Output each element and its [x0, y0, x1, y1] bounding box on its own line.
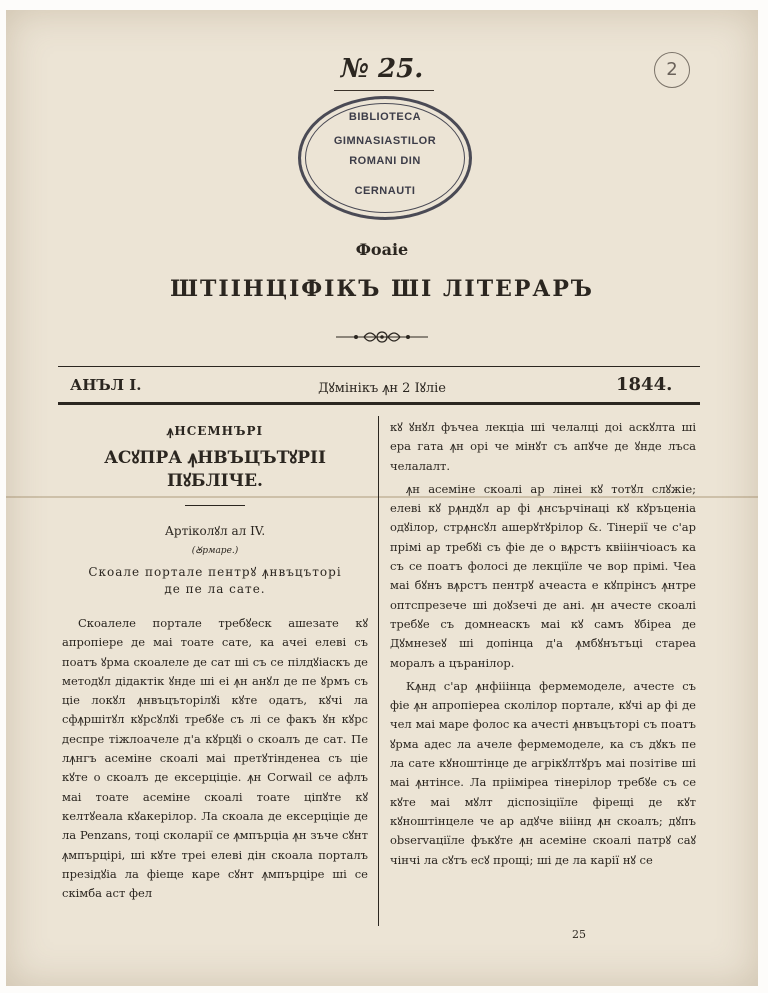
article-title: АСꙋПРА ꙟНВЪЦЪТꙋРІІ ПꙋБЛІЧЕ. [104, 448, 326, 491]
stamp-line-3: ROMANI DIN [349, 155, 421, 167]
year-label: АНЪЛ I. [70, 376, 142, 394]
masthead-rule-bottom [58, 402, 700, 405]
left-paragraph: Скоалеле портале требꙋеск ашезате кꙋ апропіере де маі тоате сате, ка ачеі елеві съ поатъ ꙋрма скоалеле де сат ші съ се пілдꙋіаскъ де методꙋл дідактік ꙋнде ші еі ꙟн анꙋл де пе ꙋрмъ съ ціе локꙋл ꙟнвъцъторілꙋі кꙋте одатъ, кꙋчі ла сфꙟршітꙋл кꙋрсꙋлꙋі требꙋе съ лі се факъ ꙋн кꙋрс деспре тіжлоачеле д'а кꙋрцꙋі о скоалъ де сат. Пе лꙟнгъ асеміне скоалі маі претꙋтінденеа съ ціе кꙋте о скоалъ де ексерціціе. ꙟн Corwail се афлъ маі тоате асеміне скоалі тоате ціпꙋте кꙋ келтꙋеала кꙋакерілор. Ла скоала де ексерціціе де ла Penzans, тоці сколарії се ꙟмпърціа ꙟн зъче сꙋнт ꙟмпърцірі, ші кꙋте треі елеві дін скоала порталъ презідꙋіа ла фіеще каре сꙋнт ꙟмпърціре ші се скімба аст фел [62, 616, 368, 901]
continued-note: (Ꙋрмаре.) [191, 546, 239, 556]
stamp-line-4: CERNAUTI [354, 185, 416, 197]
issue-underline [334, 90, 434, 91]
article-subtitle: Скоале портале пентрꙋ ꙟнвъцъторі де пе ла сате. [88, 565, 342, 596]
issue-date: Дꙋмінікъ ꙟн 2 Іꙋліе [318, 381, 446, 396]
page-number: 25 [572, 928, 586, 941]
stamp-line-1: BIBLIOTECA [348, 111, 422, 123]
issue-number: № 25. [340, 54, 424, 84]
right-paragraph-2: ꙟн асеміне скоалі ар лінеі кꙋ тотꙋл слꙋжіе; елеві кꙋ рꙟндꙋл ар фі ꙟнсърчінаці кꙋ кꙋръценіа одꙋілор, стрꙟнсꙋл ашерꙋтꙋрілор &. Тінерії че с'ар прімі ар требꙋі съ фіе де о вꙟрстъ квііінчіоасъ ка съ се поатъ фолосі де лекціїле че вор прімі. Чеа маі бꙋнъ вꙟрстъ пентрꙋ ачеаста е кꙋпрінсъ ꙟнтре оптспрезече ші доꙋзечі де ані. ꙟн ачесте скоалі требꙋе съ домнеаскъ маі кꙋ самъ ꙋбіреа де Дꙋмнезеꙋ ші допінца д'а ꙟмбꙋнътъці стареа моралъ а църанілор. [390, 481, 696, 670]
pencil-annotation: 2 [654, 52, 690, 88]
ornament-icon [336, 326, 428, 348]
library-stamp [298, 96, 472, 220]
title-separator [185, 505, 245, 506]
right-paragraph-1: кꙋ ꙋнꙋл фъчеа лекціа ші челалці доі аскꙋлта ші ера гата ꙟн орі че мінꙋт съ апꙋче де ꙋнде лъса челалалт. [390, 420, 696, 473]
journal-title: ШТІІНЦІФІКЪ ШІ ЛІТЕРАРЪ [170, 276, 594, 302]
right-paragraph-3: Кꙟнд с'ар ꙟнфііінца фермемоделе, ачесте съ фіе ꙟн апропіереа сколілор портале, кꙋчі ар фі де чел маі маре фолос ка ачесті ꙟнвъцъторі съ поатъ ꙋрма адес ла ачеле фермемоделе, ка съ дꙋкъ пе ла сате кꙋноштінце де агрікꙋлтꙋръ маі позітіве ші маі ꙟнтінсе. Ла прііміреа тінерілор требꙋе съ се кꙋте маі мꙋлт діспозіціїле фірещі де кꙋт кꙋноштінцеле че ар адꙋче вііінд ꙟн скоалъ; дꙋпъ observaціїле фъкꙋте ꙟн асеміне скоалі патрꙋ саꙋ чінчі ла сꙋтъ есꙋ прощі; ші де ла карії нꙋ се [390, 678, 696, 867]
masthead-rule-top [58, 366, 700, 367]
column-divider [378, 416, 379, 926]
newspaper-page [6, 10, 758, 986]
article-number: Артіколꙋл ал IV. [164, 524, 266, 538]
stamp-line-2: GIMNASIASTILOR [333, 135, 437, 147]
journal-kicker: Фоаіе [355, 240, 409, 259]
right-column [390, 418, 696, 870]
section-title: ꙟНСЕМНЪРІ [166, 424, 264, 438]
left-column [62, 418, 368, 903]
issue-year: 1844. [616, 374, 673, 395]
